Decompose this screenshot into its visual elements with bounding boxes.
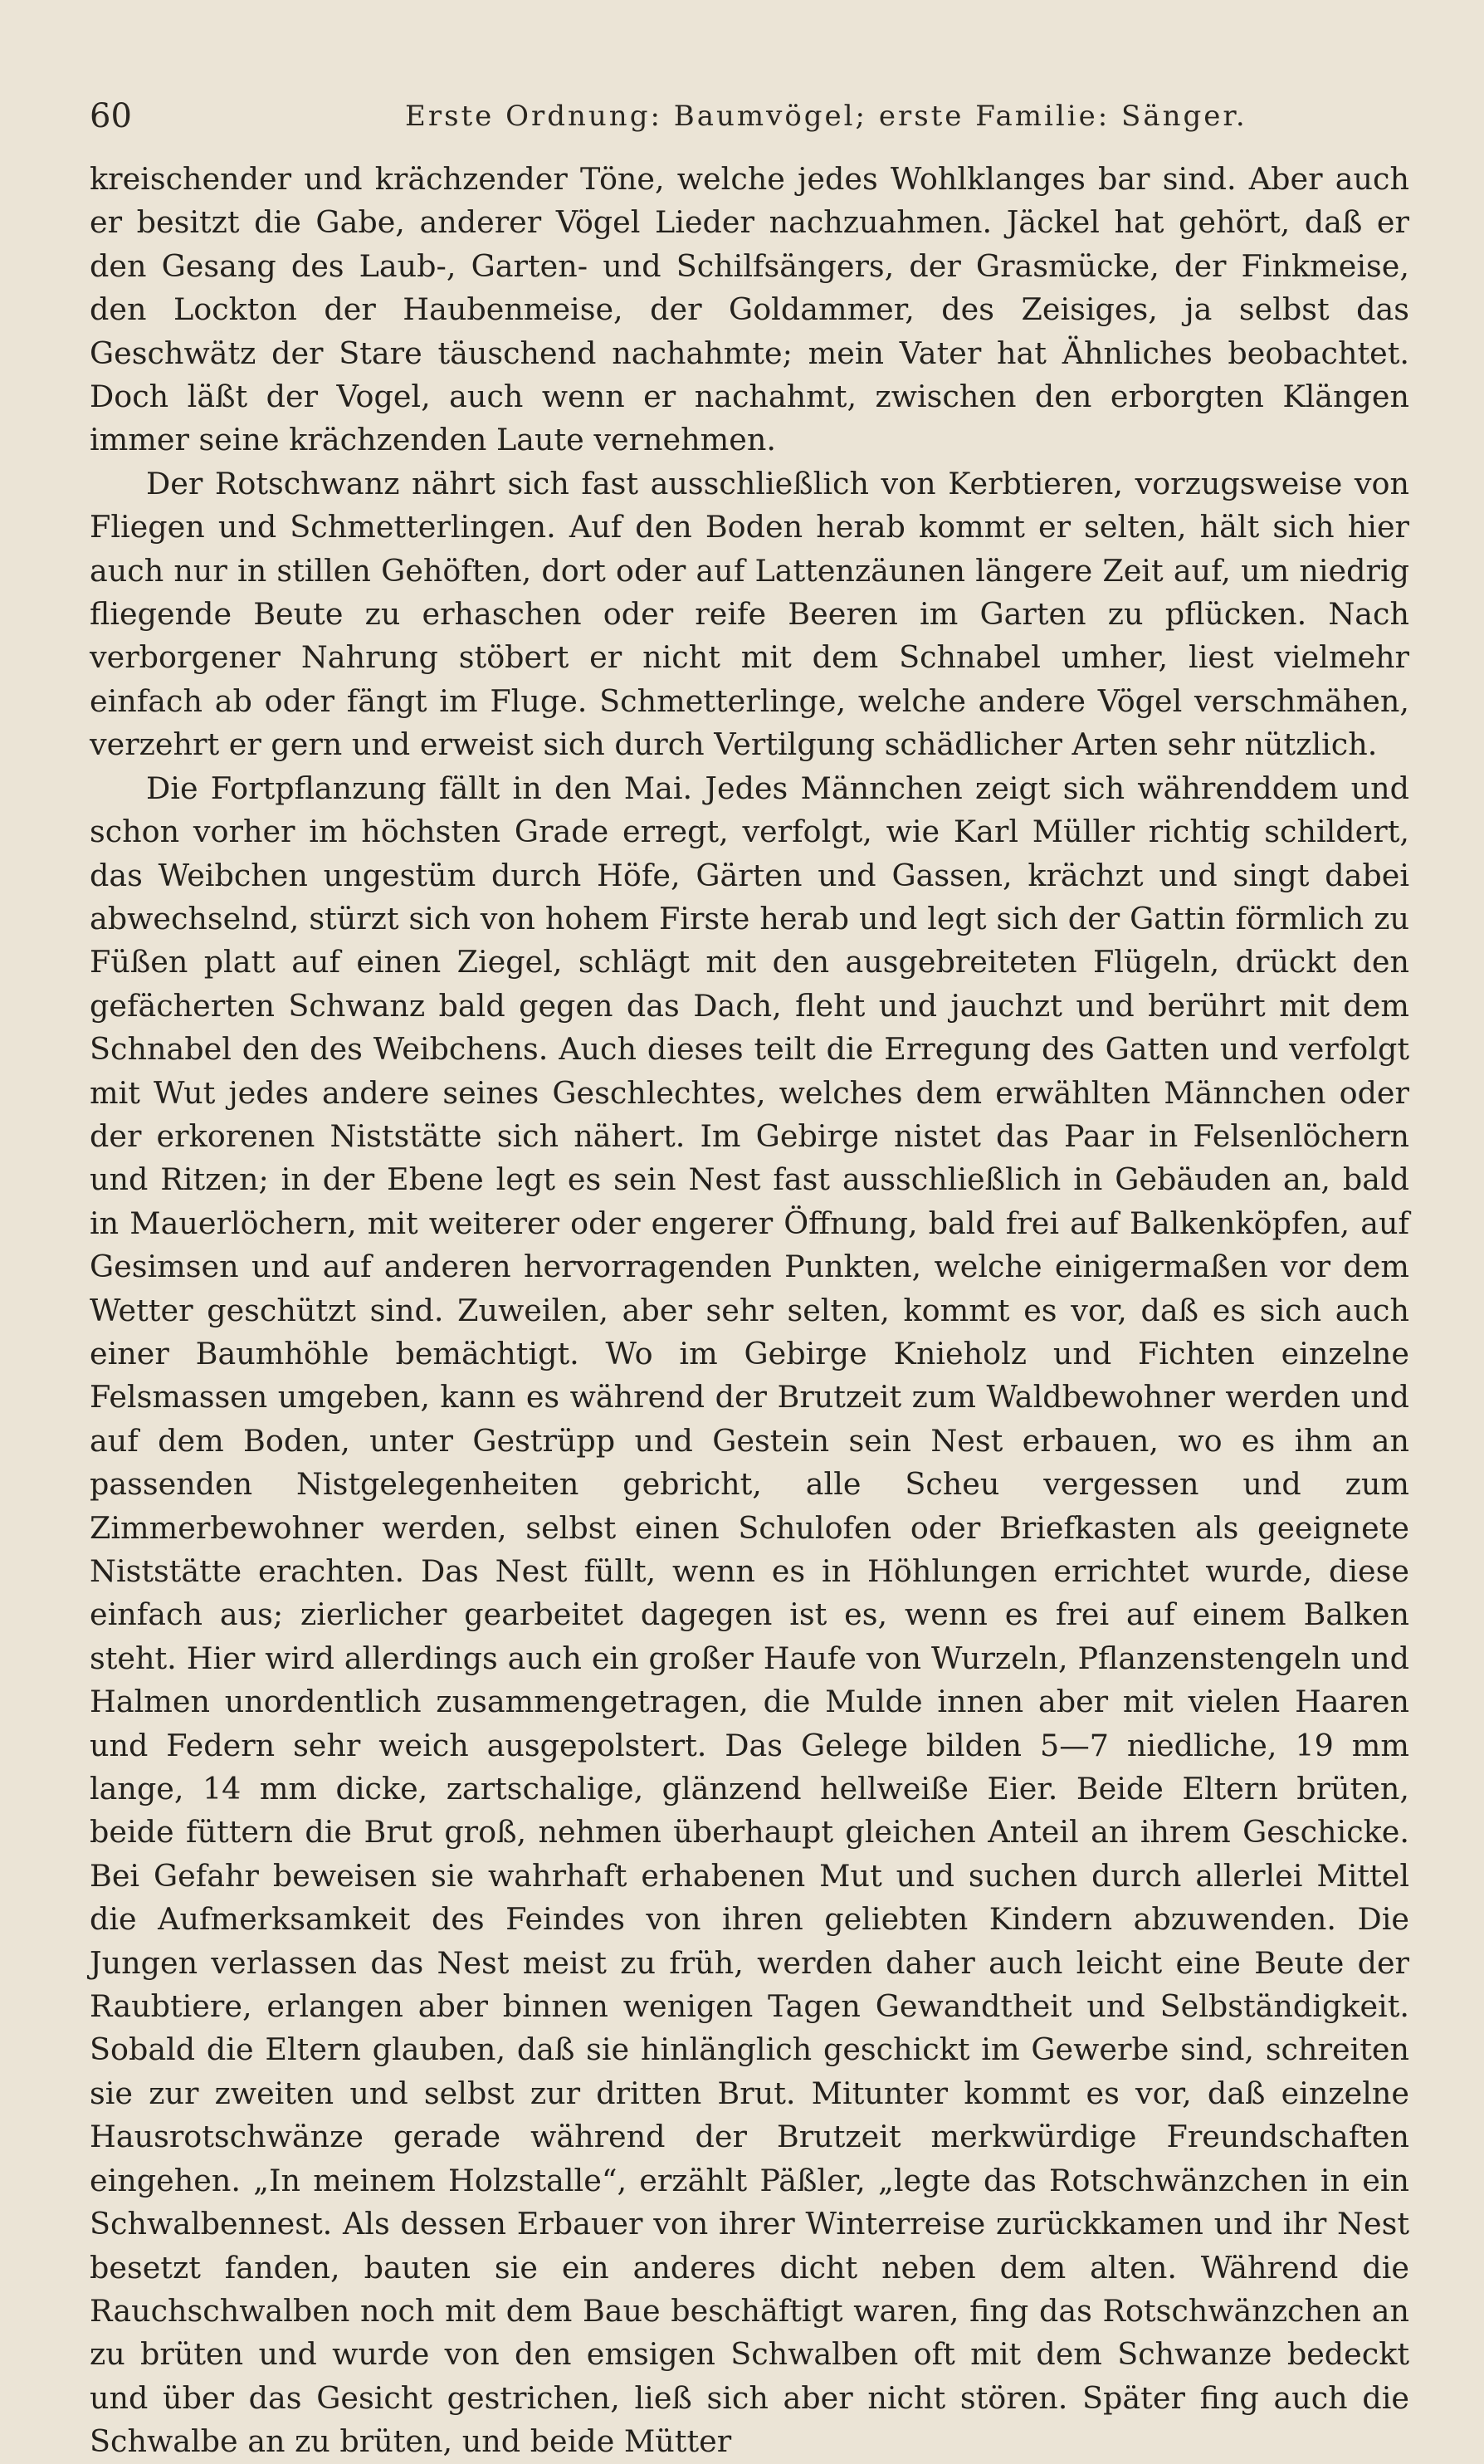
paragraph-reproduction: Die Fortpflanzung fällt in den Mai. Jedes Männchen zeigt sich währenddem und schon vorher im höchsten Grade erregt, verfolgt, wie Karl Müller richtig schildert, das Weibchen ungestüm durch Höfe, Gärten und Gassen, krächzt und singt dabei abwechselnd, stürzt sich von hohem Firste herab und legt sich der Gattin förmlich zu Füßen platt auf einen Ziegel, schlägt mit den ausgebreiteten Flügeln, drückt den gefächerten Schwanz bald gegen das Dach, fleht und jauchzt und berührt mit dem Schnabel den des Weibchens. Auch dieses teilt die Erregung des Gatten und verfolgt mit Wut jedes andere seines Geschlechtes, welches dem erwählten Männchen oder der erkorenen Niststätte sich nähert. Im Gebirge nistet das Paar in Felsenlöchern und Ritzen; in der Ebene legt es sein Nest fast ausschließlich in Gebäuden an, bald in Mauerlöchern, mit weiterer oder engerer Öffnung, bald frei auf Balkenköpfen, auf Gesimsen und auf anderen hervorragenden Punkten, welche einigermaßen vor dem Wetter geschützt sind. Zuweilen, aber sehr selten, kommt es vor, daß es sich auch einer Baumhöhle bemächtigt. Wo im Gebirge Knieholz und Fichten einzelne Felsmassen umgeben, kann es während der Brutzeit zum Waldbewohner werden und auf dem Boden, unter Gestrüpp und Gestein sein Nest erbauen, wo es ihm an passenden Nistgelegenheiten gebricht, alle Scheu vergessen und zum Zimmerbewohner werden, selbst einen Schulofen oder Briefkasten als geeignete Niststätte erachten. Das Nest füllt, wenn es in Höhlungen errichtet wurde, diese einfach aus; zierlicher gearbeitet dagegen ist es, wenn es frei auf einem Balken steht. Hier wird allerdings auch ein großer Haufe von Wurzeln, Pflanzenstengeln und Halmen unordentlich zusammengetragen, die Mulde innen aber mit vielen Haaren und Federn sehr weich ausgepolstert. Das Gelege bilden 5—7 niedliche, 19 mm lange, 14 mm dicke, zartschalige, glänzend hellweiße Eier. Beide Eltern brüten, beide füttern die Brut groß, nehmen überhaupt gleichen Anteil an ihrem Geschicke. Bei Gefahr beweisen sie wahrhaft erhabenen Mut und suchen durch allerlei Mittel die Aufmerksamkeit des Feindes von ihren geliebten Kindern abzuwenden. Die Jungen verlassen das Nest meist zu früh, werden daher auch leicht eine Beute der Raubtiere, erlangen aber binnen wenigen Tagen Gewandtheit und Selbständigkeit. Sobald die Eltern glauben, daß sie hinlänglich geschickt im Gewerbe sind, schreiten sie zur zweiten und selbst zur dritten Brut. Mitunter kommt es vor, daß einzelne Hausrotschwänze gerade während der Brutzeit merkwürdige Freundschaften eingehen. „In meinem Holzstalle“, erzählt Päßler, „legte das Rotschwänzchen in ein Schwalbennest. Als dessen Erbauer von ihrer Winterreise zurückkamen und ihr Nest besetzt fanden, bauten sie ein anderes dicht neben dem alten. Während die Rauchschwalben noch mit dem Baue beschäftigt waren, fing das Rotschwänzchen an zu brüten und wurde von den emsigen Schwalben oft mit dem Schwanze bedeckt und über das Gesicht gestrichen, ließ sich aber nicht stören. Später fing auch die Schwalbe an zu brüten, und beide Mütter — [90, 770, 1409, 2460]
body-text — [90, 158, 1409, 2464]
paragraph-diet: Der Rotschwanz nährt sich fast ausschließlich von Kerbtieren, vorzugsweise von Fliegen und Schmetterlingen. Auf den Boden herab kommt er selten, hält sich hier auch nur in stillen Gehöften, dort oder auf Lattenzäunen längere Zeit auf, um niedrig fliegende Beute zu erhaschen oder reife Beeren im Garten zu pflücken. Nach verborgener Nahrung stöbert er nicht mit dem Schnabel umher, liest vielmehr einfach ab oder fängt im Fluge. Schmetterlinge, welche andere Vögel verschmähen, verzehrt er gern und erweist sich durch Vertilgung schädlicher Arten sehr nützlich. — [90, 465, 1409, 763]
page-header — [90, 90, 1409, 139]
page-number: 60 — [90, 97, 132, 135]
running-head: Erste Ordnung: Baumvögel; erste Familie: Sänger. — [405, 100, 1247, 133]
paragraph-song-imitation: kreischender und krächzender Töne, welche jedes Wohlklanges bar sind. Aber auch er besitzt die Gabe, anderer Vögel Lieder nachzuahmen. Jäckel hat gehört, daß er den Gesang des Laub-, Garten- und Schilfsängers, der Grasmücke, der Finkmeise, den Lockton der Haubenmeise, der Goldammer, des Zeisiges, ja selbst das Geschwätz der Stare täuschend nachahmte; mein Vater hat Ähnliches beobachtet. Doch läßt der Vogel, auch wenn er nachahmt, zwischen den erborgten Klängen immer seine krächzenden Laute vernehmen. — [90, 161, 1409, 458]
